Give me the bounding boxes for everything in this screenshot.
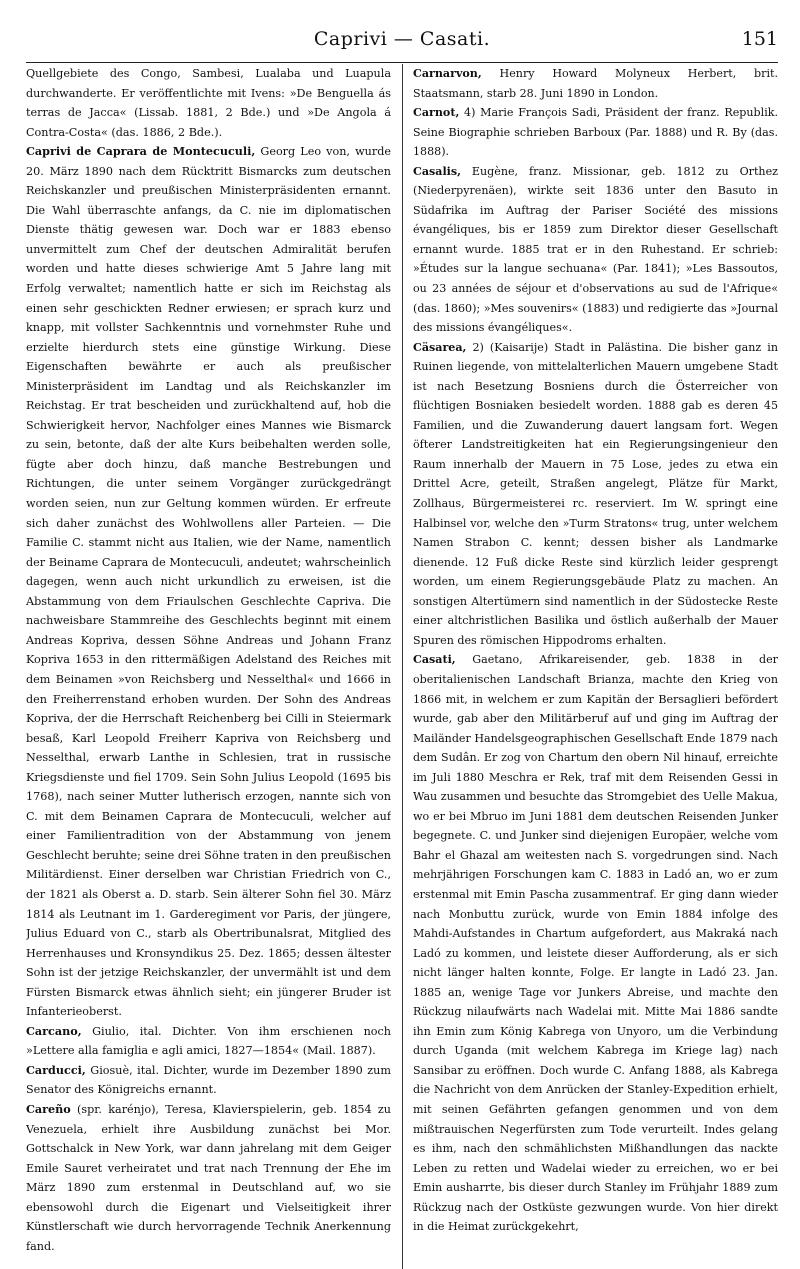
running-title: Caprivi — Casati. [313,28,491,50]
page-number: 151 [741,28,778,50]
entry-caprivi [26,142,391,1022]
text-columns [26,64,778,1269]
left-column [26,64,391,1269]
entry-text: 4) Marie François Sadi, Präsident der franz. Republik. Seine Biographie schrieben Barboux (Par. 1888) und R. By (das. 1888). [413,106,778,159]
entry-headword: Caprivi de Caprara de Montecuculi, [26,144,256,159]
entry-headword: Carnarvon, [413,67,482,80]
entry-carnot [413,103,778,162]
entry-casarea [413,338,778,651]
entry-headword: Careño [26,1101,71,1116]
entry-carreno [26,1100,391,1256]
entry-casalis [413,162,778,338]
entry-headword: Casati, [413,653,456,667]
page-header [26,22,778,63]
entry-carnarvon [413,64,778,103]
entry-headword: Carnot, [413,106,460,120]
column-divider [402,64,403,1269]
entry-headword: Carcano, [26,1023,82,1038]
entry-carducci [26,1061,391,1100]
entry-headword: Cäsarea, [413,340,467,354]
entry-text: 2) (Kaisarije) Stadt in Palästina. Die bisher ganz in Ruinen liegende, von mittelalterlichen Mauern umgebene Stadt ist nach Besetzung Bosniens durch die Österreicher von flüchtigen Bosniaken besiedelt worden. 1888 gab es deren 45 Familien, und die Zuwanderung dauert langsam fort. Wegen öfterer Landstreitigkeiten hat ein Regierungsingenieur den Raum innerhalb der Mauern in 75 Lose, jedes zu etwa ein Drittel Acre, geteilt, Straßen angelegt, Plätze für Markt, Zollhaus, Bürgermeisterei rc. reserviert. Im W. springt eine Halbinsel vor, welche den »Turm Stratons« trug, unter welchem Namen Strabon C. kennt; dessen bisher als Landmarke dienende. 12 Fuß dicke Reste sind kürzlich leider gesprengt worden, um einem Regierungsgebäude Platz zu machen. An sonstigen Altertümern sind namentlich in der Südostecke Reste einer altchristlichen Basilika und östlich außerhalb der Mauer Spuren des römischen Hippodroms erhalten. [413,340,778,647]
entry-text: Gaetano, Afrikareisender, geb. 1838 in der oberitalienischen Landschaft Brianza, machte den Krieg von 1866 mit, in welchem er zum Kapitän der Bersaglieri befördert wurde, gab aber den Militärberuf auf und ging im Auftrag der Mailänder Handelsgeographischen Gesellschaft Ende 1879 nach dem Sudân. Er zog von Chartum den obern Nil hinauf, erreichte im Juli 1880 Meschra er Rek, traf mit dem Reisenden Gessi in Wau zusammen und besuchte das Stromgebiet des Uelle Makua, wo er bei Mbruo im Juni 1881 dem deutschen Reisenden Junker begegnete. C. und Junker sind diejenigen Europäer, welche vom Bahr el Ghazal am weitesten nach S. vorgedrungen sind. Nach mehrjährigen Forschungen kam C. 1883 in Ladó an, wo er zum erstenmal mit Emin Pascha zusammentraf. Er ging dann wieder nach Monbuttu zurück, wurde von Emin 1884 infolge des Mahdi-Aufstandes in Chartum aufgefordert, aus Makraká nach Ladó zu kommen, und leistete dieser Aufforderung, als er sich nicht länger halten konnte, Folge. Er langte in Ladó 23. Jan. 1885 an, wenige Tage vor Junkers Abreise, und machte den Rückzug nilaufwärts nach Wadelai mit. Mitte Mai 1886 sandte ihn Emin zum König Kabrega von Unyoro, um die Verbindung durch Uganda (mit welchem Kabrega im Kriege lag) nach Sansibar zu eröffnen. Doch wurde C. Anfang 1888, als Kabrega die Nachricht von dem Anrücken der Stanley-Expedition erhielt, mit seinen Gefährten gefangen genommen und von dem mißtrauischen Negerfürsten zum Tode verurteilt. Indes gelang es ihm, nach den schmählichsten Mißhandlungen das nackte Leben zu retten und Wadelai wieder zu erreichen, wo er bei Emin ausharrte, bis dieser durch Stanley im Frühjahr 1889 zum Rückzug nach der Ostküste gezwungen wurde. Von hier direkt in die Heimat zurückgekehrt, [413,653,778,1234]
entry-text: Quellgebiete des Congo, Sambesi, Lualaba und Luapula durchwanderte. Er veröffentlichte mit Ivens: »De Benguella ás terras de Jacca« (Lissab. 1881, 2 Bde.) und »De Angola á Contra-Costa« (das. 1886, 2 Bde.). [26,67,391,139]
entry-continuation [26,64,391,142]
entry-headword: Carducci, [26,1062,86,1077]
entry-headword: Casalis, [413,164,461,178]
entry-text: Henry Howard Molyneux Herbert, brit. Staatsmann, starb 28. Juni 1890 in London. [413,67,778,100]
right-column [413,64,778,1269]
entry-text: Giosuè, ital. Dichter, wurde im Dezember 1890 zum Senator des Königreichs ernannt. [26,1063,391,1097]
entry-text: Georg Leo von, wurde 20. März 1890 nach dem Rücktritt Bismarcks zum deutschen Reichskanzler und preußischen Ministerpräsidenten ernannt. Die Wahl überraschte anfangs, da C. nie im diplomatischen Dienste thätig gewesen war. Doch war er 1883 ebenso unvermittelt zum Chef der deutschen Admiralität berufen worden und hatte dieses schwierige Amt 5 Jahre lang mit Erfolg verwaltet; namentlich hatte er sich im Reichstag als einen sehr geschickten Redner erwiesen; er sprach kurz und knapp, mit vollster Sachkenntnis und vornehmster Ruhe und erzielte hierdurch stets eine günstige Wirkung. Diese Eigenschaften bewährte er auch als preußischer Ministerpräsident im Landtag und als Reichskanzler im Reichstag. Er trat bescheiden und zurückhaltend auf, hob die Schwierigkeit hervor, Nachfolger eines Mannes wie Bismarck zu sein, betonte, daß der alte Kurs beibehalten werden solle, fügte aber doch hinzu, daß manche Bestrebungen und Richtungen, die unter seinem Vorgänger zurückgedrängt worden seien, nun zur Geltung kommen würden. Er erfreute sich daher zunächst des Wohlwollens aller Parteien. — Die Familie C. stammt nicht aus Italien, wie der Name, namentlich der Beiname Caprara de Montecuculi, andeutet; wahrscheinlich dagegen, wenn auch nicht urkundlich zu erweisen, ist die Abstammung von dem Friaulschen Geschlechte Capriva. Die nachweisbare Stammreihe des Geschlechts beginnt mit einem Andreas Kopriva, dessen Söhne Andreas und Johann Franz Kopriva 1653 in den rittermäßigen Adelstand des Reiches mit dem Beinamen »von Reichsberg und Nesselthal« und 1666 in den Freiherrenstand erhoben wurden. Der Sohn des Andreas Kopriva, der die Herrschaft Reichenberg bei Cilli in Steiermark besaß, Karl Leopold Freiherr Kapriva von Reichsberg und Nesselthal, erwarb Lanthe in Schlesien, trat in russische Kriegsdienste und fiel 1709. Sein Sohn Julius Leopold (1695 bis 1768), nach seiner Mutter lutherisch erzogen, nannte sich von C. mit dem Beinamen Caprara de Montecuculi, welcher auf einer Familientradition von der Abstammung von jenem Geschlecht beruhte; seine drei Söhne traten in den preußischen Militärdienst. Einer derselben war Christian Friedrich von C., der 1821 als Oberst a. D. starb. Sein älterer Sohn fiel 30. März 1814 als Leutnant im 1. Garderegiment vor Paris, der jüngere, Julius Eduard von C., starb als Obertribunalsrat, Mitglied des Herrenhauses und Kronsyndikus 25. Dez. 1865; dessen ältester Sohn ist der jetzige Reichskanzler, der unvermählt ist und dem Fürsten Bismarck etwas ähnlich sieht; ein jüngerer Bruder ist Infanterieoberst. [26,145,391,1019]
entry-text: (spr. karénjo), Teresa, Klavierspielerin, geb. 1854 zu Venezuela, erhielt ihre Ausbildung zunächst bei Mor. Gottschalck in New York, war dann jahrelang mit dem Geiger Emile Sauret verheiratet und trat nach Trennung der Ehe im März 1890 zum erstenmal in Deutschland auf, wo sie ebensowohl durch die Eigenart und Vielseitigkeit ihrer Künstlerschaft wie durch hervorragende Technik Anerkennung fand. [26,1102,391,1253]
dictionary-page [26,22,778,1253]
entry-text: Giulio, ital. Dichter. Von ihm erschienen noch »Lettere alla famiglia e agli amici, 1827—1854« (Mail. 1887). [26,1024,391,1058]
entry-text: Eugène, franz. Missionar, geb. 1812 zu Orthez (Niederpyrenäen), wirkte seit 1836 unter den Basuto in Südafrika im Auftrag der Pariser Société des missions évangéliques, bis er 1859 zum Direktor dieser Gesellschaft ernannt wurde. 1885 trat er in den Ruhestand. Er schrieb: »Études sur la langue sechuana« (Par. 1841); »Les Bassoutos, ou 23 années de séjour et d'observations au sud de l'Afrique« (das. 1860); »Mes souvenirs« (1883) und redigierte das »Journal des missions évangéliques«. [413,164,778,335]
entry-carcano [26,1022,391,1061]
entry-casati [413,650,778,1236]
